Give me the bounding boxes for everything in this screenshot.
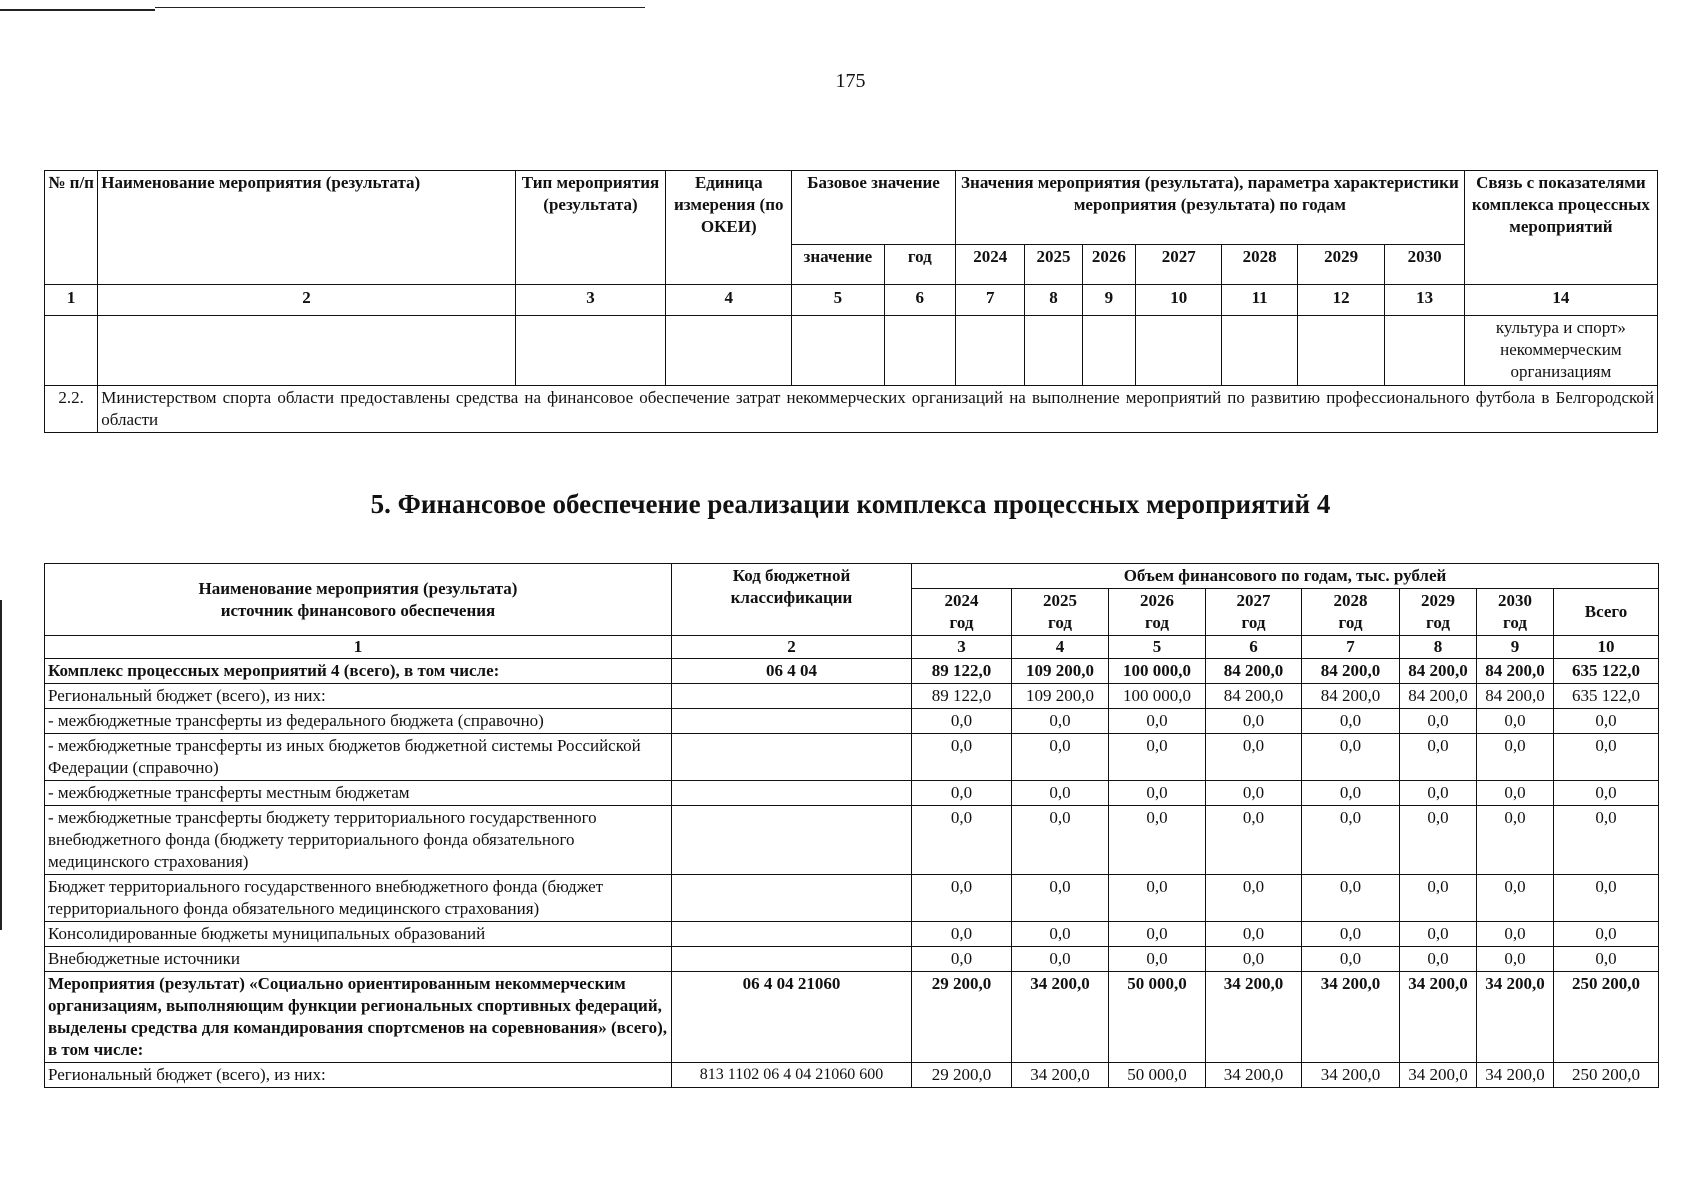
financing-row (45, 1063, 1659, 1088)
column-number: 8 (1400, 636, 1477, 659)
row-value: 0,0 (1302, 709, 1400, 734)
column-number: 9 (1477, 636, 1554, 659)
empty-cell (1082, 316, 1135, 386)
header-volume: Объем финансового по годам, тыс. рублей (912, 564, 1659, 589)
row-value: 100 000,0 (1109, 659, 1206, 684)
header-total: Всего (1554, 589, 1659, 636)
row-value: 0,0 (1206, 734, 1302, 781)
financing-rows (45, 659, 1659, 1088)
header-year: 2028 (1222, 245, 1297, 285)
financing-table (44, 563, 1659, 1088)
row-value: 0,0 (1109, 734, 1206, 781)
row-value: 0,0 (1400, 875, 1477, 922)
row-total: 0,0 (1554, 709, 1659, 734)
row-value: 0,0 (1302, 947, 1400, 972)
header-year: 2025 (1025, 245, 1082, 285)
row-value: 0,0 (1109, 922, 1206, 947)
row-value: 84 200,0 (1206, 659, 1302, 684)
row-value: 0,0 (1477, 875, 1554, 922)
header-year: 2026 год (1109, 589, 1206, 636)
row-value: 84 200,0 (1302, 659, 1400, 684)
row-value: 84 200,0 (1477, 684, 1554, 709)
header-values-by-year: Значения мероприятия (результата), параметра характеристики мероприятия (результата) по годам (956, 171, 1465, 245)
row-value: 0,0 (1302, 734, 1400, 781)
row-code (672, 684, 912, 709)
header-year: 2027 (1135, 245, 1221, 285)
link-cell: культура и спорт» некоммерческим организациям (1464, 316, 1657, 386)
header-type: Тип мероприятия (результата) (515, 171, 666, 285)
column-number: 3 (515, 285, 666, 316)
row-total: 0,0 (1554, 922, 1659, 947)
row-total: 250 200,0 (1554, 972, 1659, 1063)
column-number: 6 (1206, 636, 1302, 659)
row-name: Региональный бюджет (всего), из них: (45, 684, 672, 709)
row-value: 34 200,0 (1012, 972, 1109, 1063)
financing-row (45, 922, 1659, 947)
page-number: 175 (835, 70, 866, 92)
row-value: 34 200,0 (1302, 972, 1400, 1063)
row-value: 34 200,0 (1012, 1063, 1109, 1088)
row-total: 0,0 (1554, 875, 1659, 922)
column-number: 3 (912, 636, 1012, 659)
row-name: - межбюджетные трансферты бюджету территориального государственного внебюджетного фонда (бюджету территориального фонда обязательного медицинского страхования) (45, 806, 672, 875)
row-value: 0,0 (1400, 781, 1477, 806)
column-number: 7 (956, 285, 1025, 316)
row-value: 0,0 (1206, 709, 1302, 734)
financing-row (45, 806, 1659, 875)
row-value: 34 200,0 (1206, 1063, 1302, 1088)
row-name: - межбюджетные трансферты местным бюджетам (45, 781, 672, 806)
row-value: 0,0 (1206, 922, 1302, 947)
header-name: Наименование мероприятия (результата) (98, 171, 515, 285)
row-value: 0,0 (1206, 875, 1302, 922)
header-year: 2027 год (1206, 589, 1302, 636)
row-code (672, 922, 912, 947)
row-code: 06 4 04 (672, 659, 912, 684)
row-value: 0,0 (1302, 875, 1400, 922)
row-value: 0,0 (1012, 734, 1109, 781)
column-number: 8 (1025, 285, 1082, 316)
column-number-row (45, 636, 1659, 659)
scan-edge-line (155, 7, 645, 8)
column-number: 10 (1554, 636, 1659, 659)
row-value: 0,0 (1206, 947, 1302, 972)
row-value: 0,0 (1109, 806, 1206, 875)
section-title: 5. Финансовое обеспечение реализации комплекса процессных мероприятий 4 (370, 489, 1331, 519)
row-total: 635 122,0 (1554, 684, 1659, 709)
row-code: 813 1102 06 4 04 21060 600 (672, 1063, 912, 1088)
row-value: 34 200,0 (1477, 1063, 1554, 1088)
financing-row (45, 947, 1659, 972)
measures-table (44, 170, 1658, 433)
header-year: 2024 (956, 245, 1025, 285)
row-value: 84 200,0 (1400, 684, 1477, 709)
row-value: 0,0 (1400, 922, 1477, 947)
row-value: 0,0 (1109, 781, 1206, 806)
row-code (672, 806, 912, 875)
row-value: 0,0 (1206, 806, 1302, 875)
column-number: 6 (884, 285, 955, 316)
row-code (672, 734, 912, 781)
row-code (672, 709, 912, 734)
row-value: 0,0 (1109, 947, 1206, 972)
scan-edge-line (0, 600, 2, 930)
header-year: 2029 год (1400, 589, 1477, 636)
row-value: 0,0 (912, 806, 1012, 875)
column-number: 13 (1385, 285, 1464, 316)
empty-cell (1222, 316, 1297, 386)
row-value: 100 000,0 (1109, 684, 1206, 709)
empty-cell (1297, 316, 1384, 386)
column-number: 2 (98, 285, 515, 316)
column-number: 9 (1082, 285, 1135, 316)
row-value: 0,0 (1012, 875, 1109, 922)
row-value: 0,0 (912, 781, 1012, 806)
empty-cell (1385, 316, 1464, 386)
empty-cell (515, 316, 666, 386)
header-num: № п/п (45, 171, 98, 285)
row-total: 0,0 (1554, 806, 1659, 875)
row-value: 0,0 (1012, 806, 1109, 875)
row-total: 250 200,0 (1554, 1063, 1659, 1088)
row-value: 84 200,0 (1302, 684, 1400, 709)
column-number: 5 (792, 285, 885, 316)
column-number: 1 (45, 285, 98, 316)
row-total: 0,0 (1554, 734, 1659, 781)
row-value: 0,0 (1012, 709, 1109, 734)
row-value: 29 200,0 (912, 1063, 1012, 1088)
row-value: 0,0 (1012, 947, 1109, 972)
financing-row (45, 684, 1659, 709)
row-number: 2.2. (45, 386, 98, 433)
header-code: Код бюджетной классификации (672, 564, 912, 636)
row-value: 0,0 (1477, 709, 1554, 734)
column-number: 11 (1222, 285, 1297, 316)
row-total: 0,0 (1554, 947, 1659, 972)
row-value: 29 200,0 (912, 972, 1012, 1063)
header-name-line1: Наименование мероприятия (результата) (198, 578, 518, 598)
header-base: Базовое значение (792, 171, 956, 245)
row-value: 0,0 (912, 709, 1012, 734)
financing-row (45, 659, 1659, 684)
header-year: 2030 (1385, 245, 1464, 285)
row-code (672, 947, 912, 972)
row-value: 50 000,0 (1109, 1063, 1206, 1088)
row-value: 0,0 (1302, 806, 1400, 875)
column-number: 5 (1109, 636, 1206, 659)
row-value: 34 200,0 (1302, 1063, 1400, 1088)
row-value: 109 200,0 (1012, 659, 1109, 684)
row-value: 0,0 (1477, 781, 1554, 806)
empty-cell (45, 316, 98, 386)
row-value: 0,0 (1400, 709, 1477, 734)
header-year: 2029 (1297, 245, 1384, 285)
column-number: 14 (1464, 285, 1657, 316)
empty-cell (1135, 316, 1221, 386)
empty-cell (98, 316, 515, 386)
row-name: - межбюджетные трансферты из иных бюджетов бюджетной системы Российской Федерации (справочно) (45, 734, 672, 781)
header-year: 2026 (1082, 245, 1135, 285)
header-year: 2025 год (1012, 589, 1109, 636)
header-link: Связь с показателями комплекса процессных мероприятий (1464, 171, 1657, 285)
row-code (672, 781, 912, 806)
empty-cell (792, 316, 885, 386)
empty-cell (884, 316, 955, 386)
row-value: 0,0 (1477, 806, 1554, 875)
row-value: 0,0 (912, 734, 1012, 781)
row-name: Региональный бюджет (всего), из них: (45, 1063, 672, 1088)
header-year: 2028 год (1302, 589, 1400, 636)
row-value: 89 122,0 (912, 684, 1012, 709)
financing-row (45, 781, 1659, 806)
column-number: 4 (1012, 636, 1109, 659)
column-number: 10 (1135, 285, 1221, 316)
row-value: 0,0 (1477, 922, 1554, 947)
row-value: 0,0 (1012, 922, 1109, 947)
header-unit: Единица измерения (по ОКЕИ) (666, 171, 792, 285)
continuation-row (45, 316, 1658, 386)
row-name: - межбюджетные трансферты из федерального бюджета (справочно) (45, 709, 672, 734)
empty-cell (956, 316, 1025, 386)
header-base-value: значение (792, 245, 885, 285)
row-value: 0,0 (1012, 781, 1109, 806)
header-name (45, 564, 672, 636)
row-value: 0,0 (1302, 781, 1400, 806)
column-number: 4 (666, 285, 792, 316)
row-value: 0,0 (1400, 947, 1477, 972)
row-value: 0,0 (1477, 947, 1554, 972)
row-value: 0,0 (912, 922, 1012, 947)
header-year: 2024 год (912, 589, 1012, 636)
row-name: Мероприятия (результат) «Социально ориентированным некоммерческим организациям, выполняющим функции региональных спортивных федераций, выделены средства для командирования спортсменов на соревнования» (всего), в том числе: (45, 972, 672, 1063)
financing-row (45, 972, 1659, 1063)
row-value: 84 200,0 (1400, 659, 1477, 684)
row-value: 34 200,0 (1400, 1063, 1477, 1088)
column-number: 12 (1297, 285, 1384, 316)
row-value: 0,0 (1400, 734, 1477, 781)
financing-row (45, 734, 1659, 781)
row-value: 0,0 (1206, 781, 1302, 806)
row-value: 34 200,0 (1400, 972, 1477, 1063)
row-value: 34 200,0 (1477, 972, 1554, 1063)
row-value: 0,0 (1109, 875, 1206, 922)
row-value: 0,0 (1400, 806, 1477, 875)
row-value: 0,0 (1109, 709, 1206, 734)
row-total: 0,0 (1554, 781, 1659, 806)
financing-row (45, 875, 1659, 922)
row-value: 109 200,0 (1012, 684, 1109, 709)
financing-row (45, 709, 1659, 734)
column-number-row (45, 285, 1658, 316)
scan-edge-line (0, 9, 155, 11)
row-value: 0,0 (1302, 922, 1400, 947)
row-code: 06 4 04 21060 (672, 972, 912, 1063)
row-name: Комплекс процессных мероприятий 4 (всего), в том числе: (45, 659, 672, 684)
row-text: Министерством спорта области предоставлены средства на финансовое обеспечение затрат некоммерческих организаций на выполнение мероприятий по развитию профессионального футбола в Белгородской области (98, 386, 1658, 433)
header-name-line2: источник финансового обеспечения (220, 600, 496, 620)
row-name: Бюджет территориального государственного внебюджетного фонда (бюджет территориального фонда обязательного медицинского страхования) (45, 875, 672, 922)
row-2-2 (45, 386, 1658, 433)
row-value: 0,0 (912, 947, 1012, 972)
empty-cell (666, 316, 792, 386)
row-value: 89 122,0 (912, 659, 1012, 684)
row-name: Консолидированные бюджеты муниципальных образований (45, 922, 672, 947)
row-value: 84 200,0 (1206, 684, 1302, 709)
header-year: 2030 год (1477, 589, 1554, 636)
empty-cell (1025, 316, 1082, 386)
row-value: 0,0 (1477, 734, 1554, 781)
row-value: 0,0 (912, 875, 1012, 922)
column-number: 7 (1302, 636, 1400, 659)
row-total: 635 122,0 (1554, 659, 1659, 684)
row-value: 50 000,0 (1109, 972, 1206, 1063)
row-value: 34 200,0 (1206, 972, 1302, 1063)
row-name: Внебюджетные источники (45, 947, 672, 972)
row-value: 84 200,0 (1477, 659, 1554, 684)
column-number: 1 (45, 636, 672, 659)
header-base-year: год (884, 245, 955, 285)
row-code (672, 875, 912, 922)
column-number: 2 (672, 636, 912, 659)
